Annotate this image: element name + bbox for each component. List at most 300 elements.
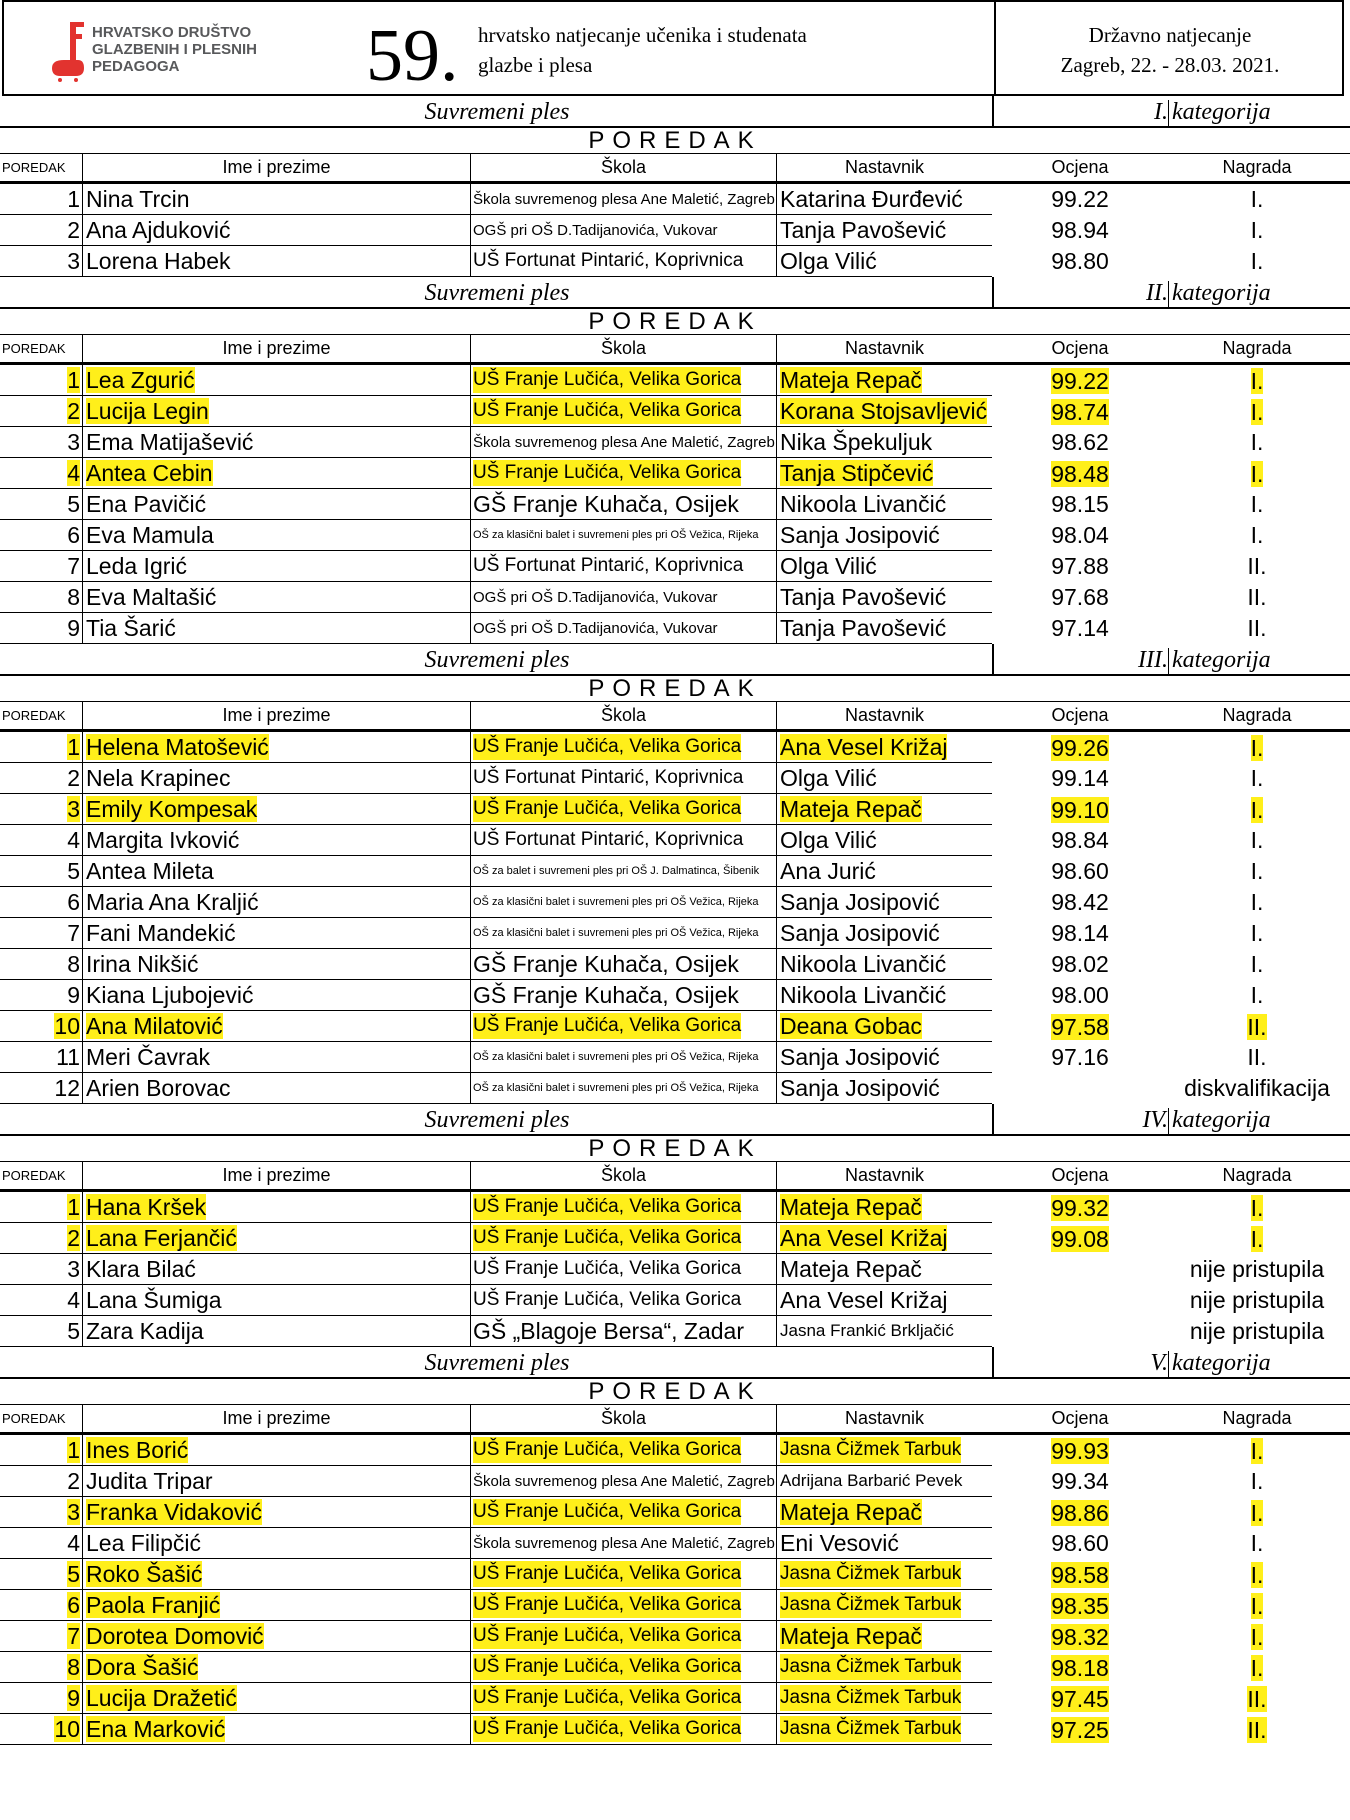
rank-cell (0, 1466, 82, 1497)
score-cell (992, 215, 1168, 246)
award-cell (1168, 1192, 1346, 1223)
teacher-cell (776, 1285, 992, 1316)
rank-cell (0, 763, 82, 794)
award-cell-text: nije pristupila (1189, 1256, 1325, 1282)
discipline-label: Suvremeni ples (424, 280, 570, 306)
score-cell-text: 98.60 (1051, 1530, 1109, 1556)
column-header-rank: POREDAK (2, 1411, 66, 1426)
category-section (0, 644, 1350, 1104)
name-cell-text: Roko Šašić (86, 1561, 203, 1587)
school-cell (470, 1042, 776, 1073)
score-cell (992, 856, 1168, 887)
score-cell-text: 98.48 (1051, 460, 1109, 487)
rank-cell-text: 2 (67, 398, 80, 424)
teacher-cell (776, 1559, 992, 1590)
column-header-score: Ocjena (1051, 1408, 1109, 1428)
teacher-cell (776, 887, 992, 918)
table-row (0, 1223, 1350, 1254)
name-cell-text: Irina Nikšić (86, 950, 199, 977)
score-cell-text: 99.14 (1051, 765, 1109, 791)
school-cell (470, 1435, 776, 1466)
rank-cell-text: 7 (67, 1623, 80, 1649)
table-row (0, 246, 1350, 277)
rank-cell (0, 427, 82, 458)
teacher-cell (776, 582, 992, 613)
score-cell-text: 97.68 (1051, 584, 1109, 610)
table-row (0, 1254, 1350, 1285)
school-cell-text: UŠ Fortunat Pintarić, Koprivnica (473, 829, 744, 850)
rank-cell-text: 3 (67, 796, 80, 822)
name-cell-text: Ines Borić (86, 1437, 189, 1463)
table-row (0, 1042, 1350, 1073)
rank-cell (0, 184, 82, 215)
name-cell-text: Emily Kompesak (86, 796, 258, 822)
award-cell-text: II. (1247, 1044, 1267, 1070)
column-header-score: Ocjena (1051, 338, 1109, 358)
score-cell-text: 98.35 (1051, 1592, 1109, 1619)
award-cell (1168, 918, 1346, 949)
score-cell (992, 794, 1168, 825)
award-cell (1168, 458, 1346, 489)
category-numeral: II. (1146, 280, 1168, 306)
school-cell-text: UŠ Franje Lučića, Velika Gorica (473, 796, 741, 822)
school-cell-text: UŠ Franje Lučića, Velika Gorica (473, 734, 741, 760)
rank-cell-text: 6 (67, 1592, 80, 1618)
name-cell (82, 582, 470, 613)
award-cell (1168, 1559, 1346, 1590)
column-header-name: Ime i prezime (82, 1162, 470, 1189)
score-cell (992, 1042, 1168, 1073)
teacher-cell-text: Korana Stojsavljević (780, 398, 988, 424)
table-row (0, 1192, 1350, 1223)
name-cell-text: Lucija Legin (86, 398, 209, 424)
award-cell (1168, 1528, 1346, 1559)
category-label: kategorija (1172, 280, 1271, 306)
teacher-cell-text: Jasna Čižmek Tarbuk (780, 1654, 961, 1680)
school-cell-text: UŠ Franje Lučića, Velika Gorica (473, 1194, 741, 1220)
teacher-cell (776, 396, 992, 427)
teacher-cell (776, 1192, 992, 1223)
school-cell (470, 1254, 776, 1285)
column-header-row (0, 702, 1350, 732)
school-cell-text: Škola suvremenog plesa Ane Maletić, Zagreb (473, 1472, 775, 1490)
rank-cell-text: 8 (67, 950, 80, 977)
score-cell-text: 98.94 (1051, 217, 1109, 243)
school-cell (470, 427, 776, 458)
school-cell-text: UŠ Franje Lučića, Velika Gorica (473, 398, 741, 424)
rank-cell-text: 4 (67, 1286, 80, 1313)
teacher-cell (776, 184, 992, 215)
score-cell (992, 396, 1168, 427)
award-cell (1168, 1590, 1346, 1621)
rank-cell-text: 2 (67, 1467, 80, 1494)
teacher-cell (776, 427, 992, 458)
rank-cell-text: 5 (67, 1561, 80, 1587)
award-cell (1168, 1316, 1346, 1347)
table-row (0, 918, 1350, 949)
teacher-cell-text: Sanja Josipović (780, 521, 940, 548)
score-cell-text: 98.32 (1051, 1623, 1109, 1650)
school-cell (470, 949, 776, 980)
column-header-row (0, 335, 1350, 365)
rank-cell-text: 4 (67, 826, 80, 853)
org-line: PEDAGOGA (92, 58, 180, 75)
school-cell-text: GŠ Franje Kuhača, Osijek (473, 490, 739, 517)
score-cell (992, 489, 1168, 520)
rank-cell-text: 8 (67, 1654, 80, 1680)
teacher-cell (776, 1254, 992, 1285)
award-cell-text: I. (1250, 367, 1264, 394)
teacher-cell-text: Mateja Repač (780, 1255, 922, 1282)
rank-cell (0, 732, 82, 763)
score-cell (992, 551, 1168, 582)
name-cell-text: Franka Vidaković (86, 1499, 262, 1525)
table-row (0, 980, 1350, 1011)
rank-cell-text: 4 (67, 460, 80, 486)
name-cell-text: Ema Matijašević (86, 428, 254, 455)
award-cell (1168, 794, 1346, 825)
teacher-cell (776, 856, 992, 887)
award-cell (1168, 551, 1346, 582)
rank-cell (0, 520, 82, 551)
table-row (0, 1466, 1350, 1497)
name-cell-text: Leda Igrić (86, 552, 188, 579)
name-cell-text: Lana Ferjančić (86, 1225, 237, 1251)
award-cell-text: I. (1250, 889, 1264, 915)
teacher-cell-text: Tanja Pavošević (780, 614, 947, 641)
teacher-cell-text: Ana Vesel Križaj (780, 734, 948, 760)
table-row (0, 949, 1350, 980)
teacher-cell (776, 918, 992, 949)
teacher-cell (776, 1435, 992, 1466)
award-cell-text: diskvalifikacija (1184, 1075, 1330, 1101)
teacher-cell (776, 1621, 992, 1652)
ranking-title: POREDAK (0, 1136, 1350, 1162)
score-cell-text: 97.88 (1051, 553, 1109, 579)
column-header-school: Škola (470, 335, 776, 362)
discipline-label: Suvremeni ples (424, 1350, 570, 1376)
column-header-name: Ime i prezime (82, 335, 470, 362)
name-cell (82, 1714, 470, 1745)
category-header (0, 644, 1350, 676)
table-row (0, 887, 1350, 918)
award-cell (1168, 246, 1346, 277)
teacher-cell (776, 1042, 992, 1073)
score-cell (992, 980, 1168, 1011)
teacher-cell-text: Ana Jurić (780, 857, 876, 884)
award-cell (1168, 1011, 1346, 1042)
name-cell (82, 489, 470, 520)
column-header-score: Ocjena (1051, 705, 1109, 725)
score-cell-text: 99.22 (1051, 186, 1109, 212)
school-cell (470, 763, 776, 794)
award-cell (1168, 1073, 1346, 1104)
name-cell (82, 1254, 470, 1285)
category-section (0, 1104, 1350, 1347)
rank-cell-text: 5 (67, 490, 80, 517)
category-header (0, 1104, 1350, 1136)
table-row (0, 1621, 1350, 1652)
school-cell-text: OŠ za balet i suvremeni ples pri OŠ J. Dalmatinca, Šibenik (473, 865, 760, 877)
award-cell (1168, 1714, 1346, 1745)
award-cell-text: II. (1247, 615, 1267, 641)
name-cell-text: Lea Zgurić (86, 367, 195, 393)
name-cell-text: Zara Kadija (86, 1317, 204, 1344)
category-numeral: IV. (1142, 1107, 1168, 1133)
award-cell (1168, 520, 1346, 551)
rank-cell (0, 1714, 82, 1745)
rank-cell (0, 551, 82, 582)
award-cell-text: I. (1250, 951, 1264, 977)
score-cell (992, 732, 1168, 763)
rank-cell-text: 9 (67, 1685, 80, 1711)
award-cell-text: II. (1247, 1685, 1267, 1712)
school-cell-text: UŠ Franje Lučića, Velika Gorica (473, 1654, 741, 1680)
column-header-school: Škola (470, 1405, 776, 1432)
name-cell (82, 732, 470, 763)
award-cell-text: I. (1250, 858, 1264, 884)
table-row (0, 582, 1350, 613)
school-cell (470, 489, 776, 520)
score-cell (992, 520, 1168, 551)
score-cell-text: 98.15 (1051, 491, 1109, 517)
award-cell (1168, 1683, 1346, 1714)
award-cell (1168, 1652, 1346, 1683)
award-cell (1168, 215, 1346, 246)
teacher-cell-text: Katarina Đurđević (780, 185, 963, 212)
table-row (0, 489, 1350, 520)
column-header-row (0, 154, 1350, 184)
column-header-rank: POREDAK (2, 708, 66, 723)
score-cell (992, 1590, 1168, 1621)
rank-cell (0, 1652, 82, 1683)
competition-line: hrvatsko natjecanje učenika i studenata (478, 23, 807, 47)
name-cell (82, 1435, 470, 1466)
name-cell-text: Judita Tripar (86, 1467, 213, 1494)
rank-cell (0, 246, 82, 277)
award-cell-text: I. (1250, 1561, 1264, 1588)
score-cell (992, 918, 1168, 949)
rank-cell-text: 10 (54, 1013, 80, 1039)
name-cell-text: Paola Franjić (86, 1592, 221, 1618)
teacher-cell-text: Ana Vesel Križaj (780, 1286, 948, 1313)
school-cell (470, 1683, 776, 1714)
teacher-cell-text: Nikoola Livančić (780, 490, 947, 517)
column-header-score: Ocjena (1051, 157, 1109, 177)
name-cell (82, 1073, 470, 1104)
teacher-cell (776, 1714, 992, 1745)
teacher-cell-text: Nikoola Livančić (780, 950, 947, 977)
rank-cell-text: 2 (67, 1225, 80, 1251)
score-cell (992, 365, 1168, 396)
teacher-cell (776, 1011, 992, 1042)
teacher-cell-text: Jasna Čižmek Tarbuk (780, 1685, 961, 1711)
award-cell-text: I. (1250, 460, 1264, 487)
category-label: kategorija (1172, 1107, 1271, 1133)
award-cell-text: I. (1250, 398, 1264, 425)
school-cell-text: OGŠ pri OŠ D.Tadijanovića, Vukovar (473, 619, 718, 637)
school-cell (470, 551, 776, 582)
school-cell (470, 1223, 776, 1254)
header-separator (1168, 281, 1169, 307)
rank-cell (0, 1559, 82, 1590)
name-cell-text: Meri Čavrak (86, 1043, 210, 1070)
award-cell (1168, 856, 1346, 887)
teacher-cell (776, 1073, 992, 1104)
name-cell (82, 246, 470, 277)
name-cell (82, 396, 470, 427)
name-cell (82, 1192, 470, 1223)
rank-cell-text: 9 (67, 614, 80, 641)
score-cell (992, 1285, 1168, 1316)
rank-cell (0, 489, 82, 520)
award-cell (1168, 427, 1346, 458)
name-cell-text: Maria Ana Kraljić (86, 888, 259, 915)
school-cell-text: GŠ Franje Kuhača, Osijek (473, 981, 739, 1008)
org-line: GLAZBENIH I PLESNIH (92, 41, 258, 58)
teacher-cell (776, 794, 992, 825)
column-header-teacher: Nastavnik (776, 335, 992, 362)
award-cell (1168, 1042, 1346, 1073)
school-cell (470, 825, 776, 856)
school-cell (470, 1621, 776, 1652)
award-cell-text: I. (1250, 1592, 1264, 1619)
award-cell (1168, 489, 1346, 520)
category-label: kategorija (1172, 647, 1271, 673)
score-cell (992, 825, 1168, 856)
score-cell-text: 99.34 (1051, 1468, 1109, 1494)
table-row (0, 1316, 1350, 1347)
name-cell (82, 1316, 470, 1347)
table-row (0, 427, 1350, 458)
score-cell-text: 99.26 (1051, 734, 1109, 761)
name-cell (82, 551, 470, 582)
table-row (0, 1285, 1350, 1316)
score-cell-text: 98.80 (1051, 248, 1109, 274)
rank-cell (0, 949, 82, 980)
column-header-teacher: Nastavnik (776, 1162, 992, 1189)
name-cell (82, 1590, 470, 1621)
ranking-title: POREDAK (0, 128, 1350, 154)
category-label: kategorija (1172, 99, 1271, 125)
header-separator (1168, 648, 1169, 674)
school-cell-text: UŠ Franje Lučića, Velika Gorica (473, 1561, 741, 1587)
rank-cell-text: 3 (67, 1499, 80, 1525)
rank-cell-text: 3 (67, 428, 80, 455)
table-row (0, 613, 1350, 644)
column-header-name: Ime i prezime (82, 702, 470, 729)
score-cell (992, 1714, 1168, 1745)
school-cell-text: Škola suvremenog plesa Ane Maletić, Zagreb (473, 1534, 775, 1552)
award-cell (1168, 1621, 1346, 1652)
rank-cell (0, 856, 82, 887)
name-cell-text: Fani Mandekić (86, 919, 236, 946)
score-cell (992, 458, 1168, 489)
rank-cell-text: 4 (67, 1529, 80, 1556)
award-cell-text: I. (1250, 1623, 1264, 1650)
name-cell (82, 1652, 470, 1683)
name-cell-text: Tia Šarić (86, 614, 176, 641)
score-cell-text: 99.08 (1051, 1225, 1109, 1252)
school-cell (470, 856, 776, 887)
school-cell-text: UŠ Franje Lučića, Velika Gorica (473, 1592, 741, 1618)
rank-cell-text: 1 (67, 367, 80, 393)
score-cell-text: 98.58 (1051, 1561, 1109, 1588)
school-cell (470, 613, 776, 644)
name-cell-text: Lea Filipčić (86, 1529, 202, 1556)
name-cell-text: Eva Maltašić (86, 583, 217, 610)
award-cell (1168, 613, 1346, 644)
school-cell-text: UŠ Franje Lučića, Velika Gorica (473, 1013, 741, 1039)
award-cell-text: I. (1250, 1499, 1264, 1526)
award-cell (1168, 980, 1346, 1011)
teacher-cell (776, 365, 992, 396)
hdgpp-logo-icon (48, 20, 88, 82)
award-cell (1168, 1466, 1346, 1497)
name-cell (82, 794, 470, 825)
rank-cell-text: 5 (67, 1317, 80, 1344)
teacher-cell-text: Mateja Repač (780, 1499, 922, 1525)
teacher-cell-text: Olga Vilić (780, 552, 877, 579)
teacher-cell-text: Deana Gobac (780, 1013, 922, 1039)
score-cell (992, 427, 1168, 458)
rank-cell (0, 1042, 82, 1073)
award-cell-text: I. (1250, 186, 1264, 212)
school-cell (470, 365, 776, 396)
name-cell (82, 887, 470, 918)
category-numeral: III. (1138, 647, 1168, 673)
school-cell (470, 1652, 776, 1683)
rank-cell-text: 7 (67, 552, 80, 579)
school-cell (470, 1528, 776, 1559)
name-cell (82, 1621, 470, 1652)
table-row (0, 1652, 1350, 1683)
score-cell-text: 98.60 (1051, 858, 1109, 884)
award-cell (1168, 763, 1346, 794)
award-cell-text: II. (1247, 584, 1267, 610)
award-cell (1168, 582, 1346, 613)
teacher-cell (776, 1497, 992, 1528)
competition-number: 59. (366, 15, 459, 97)
column-header-row (0, 1405, 1350, 1435)
rank-cell (0, 825, 82, 856)
column-header-school: Škola (470, 154, 776, 181)
column-header-row (0, 1162, 1350, 1192)
school-cell-text: OŠ za klasični balet i suvremeni ples pri OŠ Vežica, Rijeka (473, 1051, 759, 1063)
score-cell (992, 1466, 1168, 1497)
rank-cell-text: 12 (54, 1074, 80, 1101)
name-cell-text: Dorotea Domović (86, 1623, 264, 1649)
name-cell-text: Eva Mamula (86, 521, 214, 548)
rank-cell (0, 1073, 82, 1104)
category-section (0, 1347, 1350, 1745)
column-header-award: Nagrada (1222, 705, 1292, 725)
table-row (0, 1011, 1350, 1042)
rank-cell (0, 1011, 82, 1042)
rank-cell (0, 1254, 82, 1285)
name-cell (82, 856, 470, 887)
rank-cell (0, 396, 82, 427)
school-cell-text: UŠ Fortunat Pintarić, Koprivnica (473, 767, 744, 788)
school-cell (470, 732, 776, 763)
name-cell (82, 1559, 470, 1590)
column-header-award: Nagrada (1222, 338, 1292, 358)
name-cell (82, 949, 470, 980)
rank-cell-text: 5 (67, 857, 80, 884)
rank-cell (0, 980, 82, 1011)
school-cell (470, 184, 776, 215)
award-cell-text: I. (1250, 982, 1264, 1008)
